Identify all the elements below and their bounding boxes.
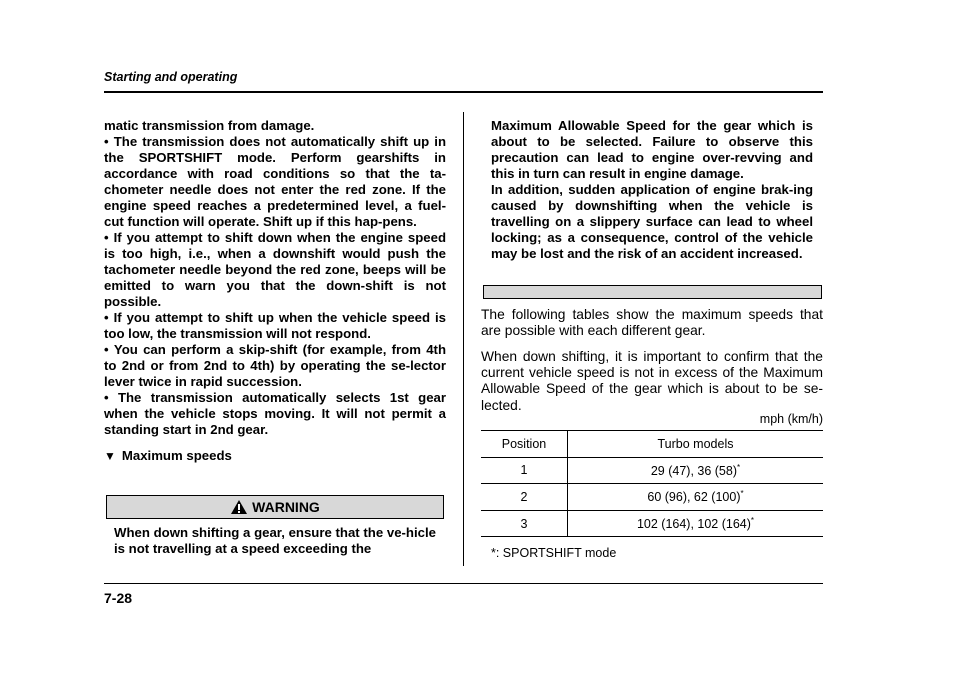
triangle-marker-icon: ▼ [104,449,116,463]
section-title: Starting and operating [104,70,238,84]
section-heading-text: Maximum speeds [121,448,232,463]
speed-value: 60 (96), 62 (100) [647,490,741,505]
table-cell-position: 3 [481,510,568,537]
speed-value: 29 (47), 36 (58) [650,463,738,478]
warning-triangle-icon [230,499,248,515]
footnote-mark: * [740,489,744,499]
body-paragraph: The following tables show the maximum speeds that are possible with each different gear. [481,307,823,339]
warning-text-continued: Maximum Allowable Speed for the gear which is about to be selected. Failure to observe this precaution can lead to engine over-revving and this in turn can result in engine damage. [491,118,813,181]
table-header-row [481,431,823,458]
footnote-mark: * [737,462,741,472]
column-divider [463,112,464,566]
table-cell-speed [568,484,824,511]
speed-table [481,430,823,537]
table-header: Position [481,431,568,458]
warning-text-start: When down shifting a gear, ensure that the ve-hicle is not travelling at a speed exceeding the [114,525,436,556]
table-cell-speed [568,510,824,537]
table-row [481,510,823,537]
speed-value: 102 (164), 102 (164) [636,517,751,532]
bullet-item: • If you attempt to shift up when the vehicle speed is too low, the transmission will not respond. [104,310,446,342]
bullet-item: • The transmission does not automatically shift up in the SPORTSHIFT mode. Perform gearshifts in accordance with road conditions so that the ta-chometer needle does not enter the red zone. If the engine speed reaches a predetermined level, a fuel-cut function will operate. Shift up if this hap-pens. [104,134,446,230]
warning-banner [106,495,444,519]
table-cell-position: 1 [481,457,568,484]
page-number: 7-28 [104,590,133,606]
table-cell-speed [568,457,824,484]
left-column [104,118,446,464]
section-heading [104,448,446,464]
warning-end-bar [483,285,822,299]
table-header: Turbo models [568,431,824,458]
table-footnote: *: SPORTSHIFT mode [491,546,617,560]
bullet-item: • You can perform a skip-shift (for example, from 4th to 2nd or from 2nd to 4th) by operating the se-lector lever twice in rapid succession. [104,342,446,390]
header-rule [104,91,823,93]
warning-continued [491,118,813,262]
warning-label: WARNING [252,499,320,515]
warning-text-continued: In addition, sudden application of engine brak-ing caused by downshifting when the vehicle is travelling on a slippery surface can lead to wheel locking; as a consequence, control of the vehicle may be lost and the risk of an accident increased. [491,182,813,261]
table-cell-position: 2 [481,484,568,511]
units-label: mph (km/h) [759,412,823,426]
table-row [481,484,823,511]
body-paragraph: When down shifting, it is important to confirm that the current vehicle speed is not in excess of the Maximum Allowable Speed of the gear which is about to be se-lected. [481,349,823,413]
footnote-mark: * [750,516,755,525]
table-row [481,457,823,484]
bullet-item: • If you attempt to shift down when the engine speed is too high, i.e., when a downshift would push the tachometer needle beyond the red zone, beeps will be emitted to warn you that the down-shift is not possible. [104,230,446,310]
paragraph-continuation: matic transmission from damage. [104,118,315,133]
footer-rule [104,583,823,584]
bullet-item: • The transmission automatically selects 1st gear when the vehicle stops moving. It will not permit a standing start in 2nd gear. [104,390,446,438]
